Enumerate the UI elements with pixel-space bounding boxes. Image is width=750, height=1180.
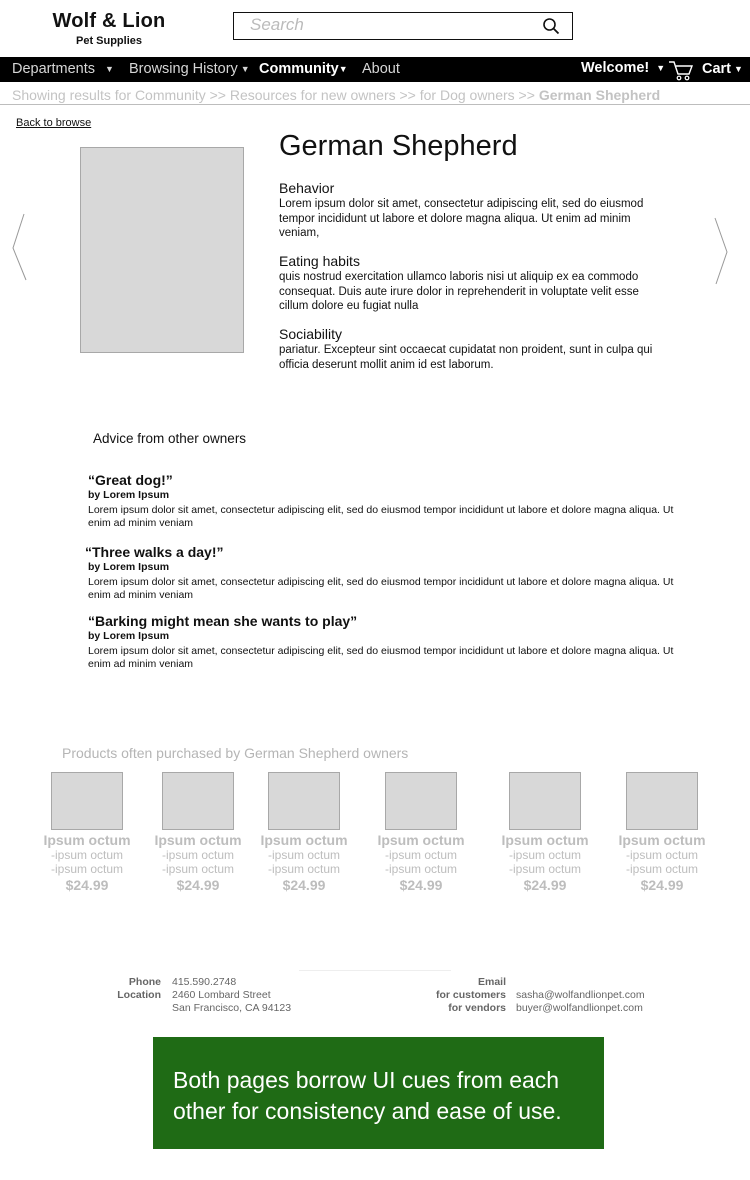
section-text: pariatur. Excepteur sint occaecat cupidatat non proident, sunt in culpa qui officia deserunt mollit anim id est laborum. (279, 344, 653, 371)
nav-browsing-history[interactable] (129, 61, 250, 77)
search-bar (233, 12, 573, 40)
brand-subtitle: Pet Supplies (75, 35, 143, 47)
footer-contact-labels (100, 976, 161, 1002)
product-detail: -ipsum octum (508, 862, 582, 876)
review-title: “Great dog!” (88, 472, 173, 488)
brand-logo[interactable] (50, 10, 168, 47)
product-price: $24.99 (523, 877, 567, 893)
chevron-down-icon: ▼ (105, 64, 114, 74)
page-title: German Shepherd (279, 130, 518, 162)
nav-browsing-history-label: Browsing History (129, 61, 238, 77)
product-detail: -ipsum octum (625, 862, 699, 876)
product-price: $24.99 (65, 877, 109, 893)
footer-email-labels (406, 976, 506, 1015)
nav-welcome-label: Welcome! (581, 60, 650, 76)
chevron-down-icon: ▼ (338, 64, 348, 74)
section-heading: Eating habits (279, 253, 360, 269)
section-text: quis nostrud exercitation ullamco laboris nisi ut aliquip ex ea commodo consequat. Duis aute irure dolor in reprehenderit in voluptate velit esse cillum dolore eu fugiat nulla (279, 271, 639, 312)
product-card[interactable] (254, 772, 354, 893)
phone-label: Phone (128, 976, 161, 988)
product-name[interactable]: Ipsum octum (377, 832, 465, 848)
product-detail: -ipsum octum (384, 848, 458, 862)
breadcrumb-current: German Shepherd (538, 87, 661, 103)
cart-icon[interactable] (668, 59, 694, 81)
review-item (85, 544, 685, 602)
product-detail: -ipsum octum (50, 848, 124, 862)
address-line: San Francisco, CA 94123 (172, 1002, 292, 1014)
back-to-browse-link[interactable]: Back to browse (16, 117, 92, 129)
customers-email-link[interactable]: sasha@wolfandlionpet.com (516, 989, 645, 1001)
nav-community-label: Community (259, 61, 339, 77)
chevron-down-icon: ▼ (240, 64, 250, 74)
section-heading: Behavior (279, 180, 335, 196)
sociability-section (279, 326, 659, 372)
product-thumbnail[interactable] (509, 772, 581, 830)
product-thumbnail[interactable] (51, 772, 123, 830)
product-price: $24.99 (399, 877, 443, 893)
product-price: $24.99 (176, 877, 220, 893)
chevron-down-icon: ▼ (656, 63, 666, 73)
search-icon[interactable] (542, 17, 560, 35)
footer-contact-values (172, 976, 291, 1015)
breadcrumb (12, 87, 660, 103)
address-line: 2460 Lombard Street (172, 989, 271, 1001)
customers-label: for customers (435, 989, 506, 1001)
location-label: Location (117, 989, 161, 1001)
previous-arrow-icon[interactable] (10, 212, 28, 284)
product-name[interactable]: Ipsum octum (43, 832, 131, 848)
review-author: by Lorem Ipsum (88, 489, 170, 501)
nav-departments-label: Departments (12, 61, 96, 77)
product-thumbnail[interactable] (385, 772, 457, 830)
product-name[interactable]: Ipsum octum (154, 832, 242, 848)
review-body: Lorem ipsum dolor sit amet, consectetur adipiscing elit, sed do eiusmod tempor incididunt ut labore et dolore magna aliqua. Ut enim ad minim veniam (88, 645, 674, 670)
product-image (80, 147, 244, 353)
review-body: Lorem ipsum dolor sit amet, consectetur adipiscing elit, sed do eiusmod tempor incididunt ut labore et dolore magna aliqua. Ut enim ad minim veniam (88, 504, 674, 529)
nav-cart[interactable] (702, 61, 743, 77)
behavior-section (279, 180, 659, 241)
advice-heading: Advice from other owners (93, 431, 247, 446)
product-detail: -ipsum octum (161, 848, 235, 862)
vendors-email-link[interactable]: buyer@wolfandlionpet.com (516, 1002, 643, 1014)
product-price: $24.99 (282, 877, 326, 893)
product-name[interactable]: Ipsum octum (618, 832, 706, 848)
product-price: $24.99 (640, 877, 684, 893)
nav-about[interactable]: About (362, 61, 400, 77)
breadcrumb-trail[interactable]: Showing results for Community >> Resources for new owners >> for Dog owners >> (12, 87, 539, 103)
product-detail: -ipsum octum (508, 848, 582, 862)
product-thumbnail[interactable] (268, 772, 340, 830)
footer-email-values (516, 989, 645, 1015)
review-item (88, 472, 688, 530)
annotation-line: Both pages borrow UI cues from each (173, 1067, 560, 1093)
nav-departments[interactable] (12, 61, 114, 77)
email-label: Email (477, 976, 506, 988)
product-detail: -ipsum octum (384, 862, 458, 876)
annotation-line: other for consistency and ease of use. (173, 1098, 562, 1124)
product-detail: -ipsum octum (50, 862, 124, 876)
next-arrow-icon[interactable] (712, 216, 730, 288)
product-card[interactable] (148, 772, 248, 893)
search-input[interactable] (250, 13, 540, 37)
product-card[interactable] (371, 772, 471, 893)
header-divider (0, 104, 750, 105)
product-thumbnail[interactable] (626, 772, 698, 830)
section-text: Lorem ipsum dolor sit amet, consectetur adipiscing elit, sed do eiusmod tempor incididunt ut labore et dolore magna aliqua. Ut enim ad minim veniam, (279, 198, 644, 239)
product-detail: -ipsum octum (267, 848, 341, 862)
review-body: Lorem ipsum dolor sit amet, consectetur adipiscing elit, sed do eiusmod tempor incididunt ut labore et dolore magna aliqua. Ut enim ad minim veniam (88, 576, 674, 601)
product-name[interactable]: Ipsum octum (501, 832, 589, 848)
product-thumbnail[interactable] (162, 772, 234, 830)
product-detail: -ipsum octum (625, 848, 699, 862)
product-name[interactable]: Ipsum octum (260, 832, 348, 848)
footer-divider (299, 970, 451, 971)
vendors-label: for vendors (448, 1002, 506, 1014)
related-products-heading: Products often purchased by German Shepherd owners (62, 745, 409, 761)
review-title: “Barking might mean she wants to play” (88, 613, 358, 629)
review-item (88, 613, 688, 671)
brand-name: Wolf & Lion (52, 10, 166, 32)
annotation-callout (153, 1037, 604, 1149)
section-heading: Sociability (279, 326, 343, 342)
product-card[interactable] (495, 772, 595, 893)
product-detail: -ipsum octum (161, 862, 235, 876)
nav-community[interactable] (259, 61, 348, 77)
phone-number[interactable]: 415.590.2748 (172, 976, 237, 988)
review-author: by Lorem Ipsum (88, 630, 170, 642)
chevron-down-icon: ▼ (734, 64, 743, 74)
eating-habits-section (279, 253, 659, 314)
product-card[interactable] (612, 772, 712, 893)
nav-cart-label: Cart (702, 61, 732, 77)
product-card[interactable] (37, 772, 137, 893)
review-title: “Three walks a day!” (85, 544, 224, 560)
review-author: by Lorem Ipsum (88, 561, 170, 573)
nav-welcome[interactable] (581, 60, 665, 76)
product-detail: -ipsum octum (267, 862, 341, 876)
main-nav (0, 57, 750, 82)
